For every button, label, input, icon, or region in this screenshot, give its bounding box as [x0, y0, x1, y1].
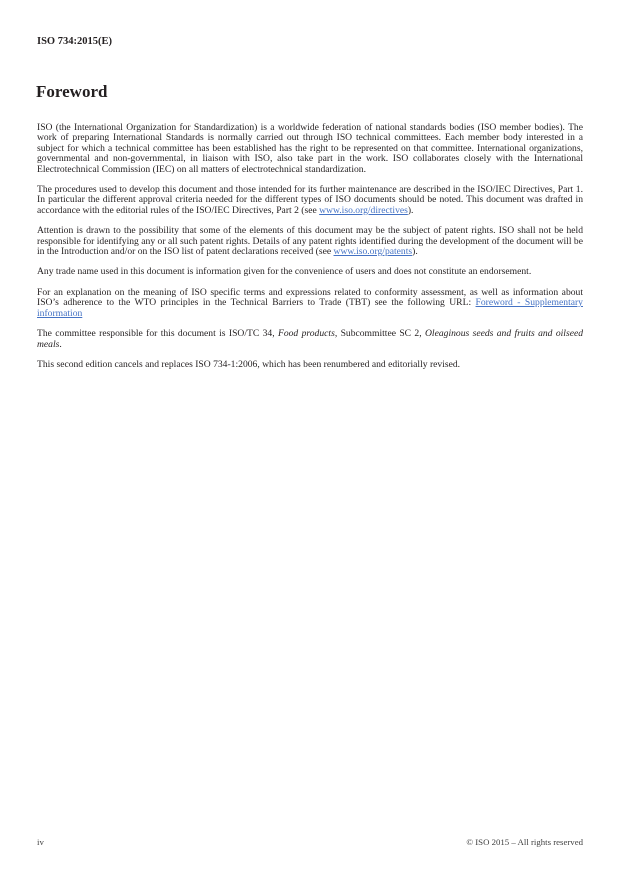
- paragraph-text: , Subcommittee SC 2,: [334, 328, 425, 340]
- paragraph-trade-name: [37, 267, 583, 277]
- paragraph-edition-note: [37, 360, 583, 370]
- paragraph-text: The procedures used to develop this document and those intended for its further maintenance are described in the ISO/IEC Directives, Part 1. In particular the different approval criteria needed for the different types of ISO documents should be noted. This document was drafted in accordance with the editorial rules of the ISO/IEC Directives, Part 2 (see: [37, 184, 583, 216]
- link-iso-patents[interactable]: www.iso.org/patents: [333, 246, 413, 258]
- paragraph-text: .: [59, 338, 62, 350]
- paragraph-text: ).: [412, 246, 418, 258]
- paragraph-text: ISO (the International Organization for Standardization) is a worldwide federation of national standards bodies (ISO member bodies). The work of preparing International Standards is normally carried out through ISO technical committees. Each member body interested in a subject for which a technical committee has been established has the right to be represented on that committee. International organizations, governmental and non-governmental, in liaison with ISO, also take part in the work. ISO collaborates closely with the International Electrotechnical Commission (IEC) on all matters of electrotechnical standardization.: [37, 122, 583, 175]
- paragraph-committee: [37, 329, 583, 350]
- foreword-heading: Foreword: [36, 82, 108, 101]
- page-number: iv: [37, 837, 44, 847]
- paragraph-wto-tbt: [37, 288, 583, 319]
- paragraph-text: The committee responsible for this document is ISO/TC 34,: [37, 328, 278, 340]
- paragraph-text: Any trade name used in this document is information given for the convenience of users and does not constitute an endorsement.: [37, 266, 532, 278]
- paragraph-iso-description: [37, 123, 583, 175]
- paragraph-text: ).: [407, 204, 414, 216]
- paragraph-text: For an explanation on the meaning of ISO specific terms and expressions related to conformity assessment, as well as information about ISO’s adherence to the WTO principles in the Technical Barriers to Trade (TBT) see the following URL:: [37, 286, 583, 309]
- link-foreword-supplementary-information[interactable]: Foreword - Supplementary information: [37, 297, 583, 319]
- subcommittee-oilseed-meals: Oleaginous seeds and fruits and oilseed meals: [37, 328, 584, 350]
- paragraph-text: Attention is drawn to the possibility that some of the elements of this document may be the subject of patent rights. ISO shall not be held responsible for identifying any or all such patent rights. Details of any patent rights identified during the development of the document will be in the Introduction and/or on the ISO list of patent declarations received (see: [37, 225, 583, 258]
- foreword-body: [37, 123, 583, 380]
- paragraph-text: This second edition cancels and replaces ISO 734-1:2006, which has been renumbered and editorially revised.: [37, 358, 461, 370]
- copyright-notice: © ISO 2015 – All rights reserved: [466, 837, 583, 847]
- paragraph-procedures: [37, 185, 583, 216]
- paragraph-patent-rights: [37, 226, 583, 257]
- document-reference: ISO 734:2015(E): [37, 36, 112, 47]
- link-iso-directives[interactable]: www.iso.org/directives: [319, 204, 408, 216]
- committee-food-products: Food products: [277, 328, 335, 340]
- page-footer: [37, 837, 583, 847]
